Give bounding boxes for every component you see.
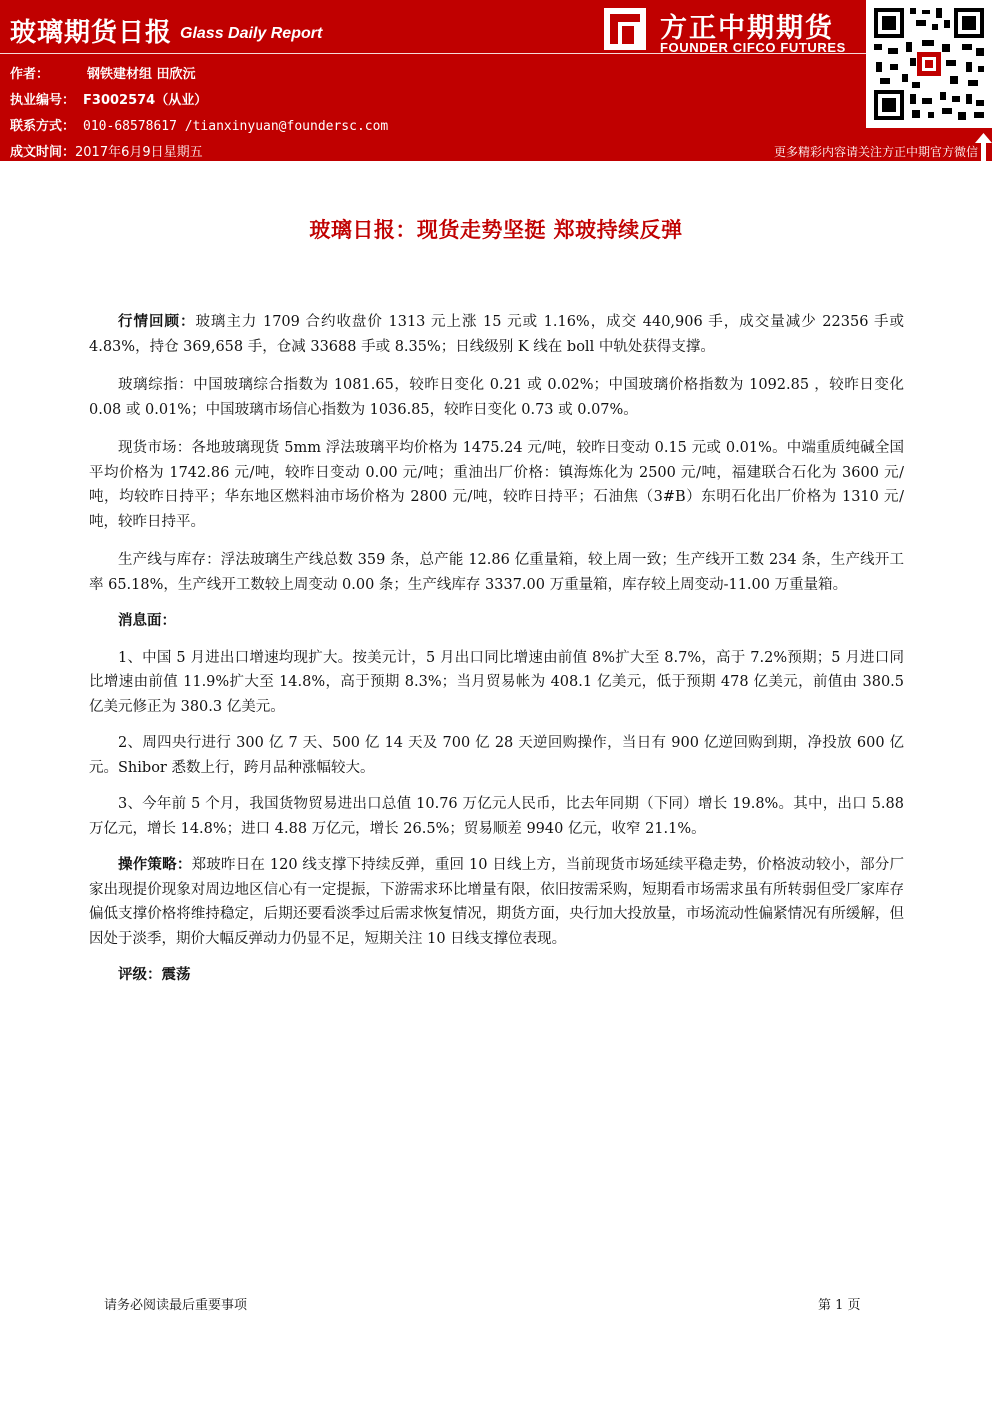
glass-index-paragraph: 玻璃综指：中国玻璃综合指数为 1081.65，较昨日变化 0.21 或 0.02%；中国玻璃价格指数为 1092.85 ，较昨日变化 0.08 或 0.01%；中国玻璃市场信心指数为 1036.85，较昨日变化 0.73 或 0.07%。: [89, 377, 904, 418]
rating-label: 评级：: [118, 967, 162, 983]
page-number: 第 1 页: [818, 1298, 861, 1313]
market-review-text: 玻璃主力 1709 合约收盘价 1313 元上涨 15 元或 1.16%，成交 440,906 手，成交量减少 22356 手或 4.83%，持仓 369,658 手，仓减 33688 手或 8.35%；日线级别 K 线在 boll 中轨处获得支撑。: [89, 314, 905, 355]
news-item-3: 3、今年前 5 个月，我国货物贸易进出口总值 10.76 万亿元人民币，比去年同期（下同）增长 19.8%。其中，出口 5.88 万亿元，增长 14.8%；进口 4.88 万亿元，增长 26.5%；贸易顺差 9940 亿元，收窄 21.1%。: [89, 796, 904, 837]
license-value: F3002574（从业）: [83, 93, 208, 108]
market-review-label: 行情回顾：: [118, 314, 196, 330]
footer-notice: 请务必阅读最后重要事项: [104, 1298, 248, 1313]
qr-code-icon: [866, 0, 992, 128]
market-review-paragraph: [89, 310, 904, 359]
wechat-qr-code: [866, 0, 992, 128]
author-label: 作者：: [10, 67, 50, 82]
license-label: 执业编号：: [10, 93, 76, 108]
news-item-2: 2、周四央行进行 300 亿 7 天、500 亿 14 天及 700 亿 28 天逆回购操作，当日有 900 亿逆回购到期，净投放 600 亿元。Shibor 悉数上行，跨月品种涨幅较大。: [89, 735, 904, 776]
company-logo: [604, 8, 859, 54]
logo-text-en: FOUNDER CIFCO FUTURES: [660, 40, 846, 55]
spot-market-paragraph: 现货市场：各地玻璃现货 5mm 浮法玻璃平均价格为 1475.24 元/吨，较昨日变动 0.15 元或 0.01%。中端重质纯碱全国平均价格为 1742.86 元/吨，较昨日变动 0.00 元/吨；重油出厂价格：镇海炼化为 2500 元/吨，福建联合石化为 3600 元/吨，均较昨日持平；华东地区燃料油市场价格为 2800 元/吨，较昨日持平；石油焦（3#B）东明石化出厂价格为 1310 元/吨，较昨日持平。: [89, 440, 904, 530]
report-header: [0, 0, 992, 163]
date-value: 2017年6月9日星期五: [75, 145, 203, 160]
news-item-1: 1、中国 5 月进出口增速均现扩大。按美元计，5 月出口同比增速由前值 8%扩大至 8.7%，高于 7.2%预期；5 月进口同比增速由前值 11.9%扩大至 14.8%，高于预期 8.3%；当月贸易帐为 408.1 亿美元，低于预期 478 亿美元，前值由 380.5 亿美元修正为 380.3 亿美元。: [89, 649, 904, 715]
contact-label: 联系方式：: [10, 119, 76, 134]
contact-row: [10, 115, 388, 134]
news-heading: 消息面：: [118, 613, 176, 629]
follow-wechat-text: 更多精彩内容请关注方正中期官方微信: [773, 145, 978, 159]
date-label: 成文时间：: [10, 145, 76, 160]
author-row: [10, 63, 196, 82]
license-row: [10, 89, 207, 108]
report-title-cn: 玻璃期货日报: [10, 18, 173, 48]
rating-value: 震荡: [161, 967, 191, 983]
header-bottom-rule: [0, 161, 992, 163]
report-title: [10, 12, 322, 49]
up-arrow-icon: [975, 133, 992, 161]
strategy-text: 郑玻昨日在 120 线支撑下持续反弹，重回 10 日线上方，当前现货市场延续平稳走势，价格波动较小，部分厂家出现提价现象对周边地区信心有一定提振，下游需求环比增量有限，依旧按需采购，短期看市场需求虽有所转弱但受厂家库存偏低支撑价格将维持稳定，后期还要看淡季过后需求恢复情况，期货方面，央行加大投放量，市场流动性偏紧情况有所缓解，但因处于淡季，期价大幅反弹动力仍显不足，短期关注 10 日线支撑位表现。: [89, 857, 905, 947]
contact-value[interactable]: 010-68578617 /tianxinyuan@foundersc.com: [83, 119, 389, 134]
strategy-label: 操作策略：: [118, 857, 192, 873]
report-title-en: Glass Daily Report: [180, 25, 323, 42]
strategy-paragraph: [89, 853, 904, 951]
founder-logo-icon: [604, 8, 646, 50]
author-value: 钢铁建材组 田欣沅: [87, 67, 196, 82]
report-body: [89, 310, 904, 1002]
logo-text-cn: 方正中期期货: [660, 13, 834, 44]
date-row: [10, 141, 203, 160]
production-inventory-paragraph: 生产线与库存：浮法玻璃生产线总数 359 条，总产能 12.86 亿重量箱，较上周一致；生产线开工数 234 条，生产线开工率 65.18%，生产线开工数较上周变动 0.00 条；生产线库存 3337.00 万重量箱，库存较上周变动-11.00 万重量箱。: [89, 552, 904, 593]
document-title: 玻璃日报：现货走势坚挺 郑玻持续反弹: [309, 218, 683, 242]
rating-line: [89, 963, 904, 988]
